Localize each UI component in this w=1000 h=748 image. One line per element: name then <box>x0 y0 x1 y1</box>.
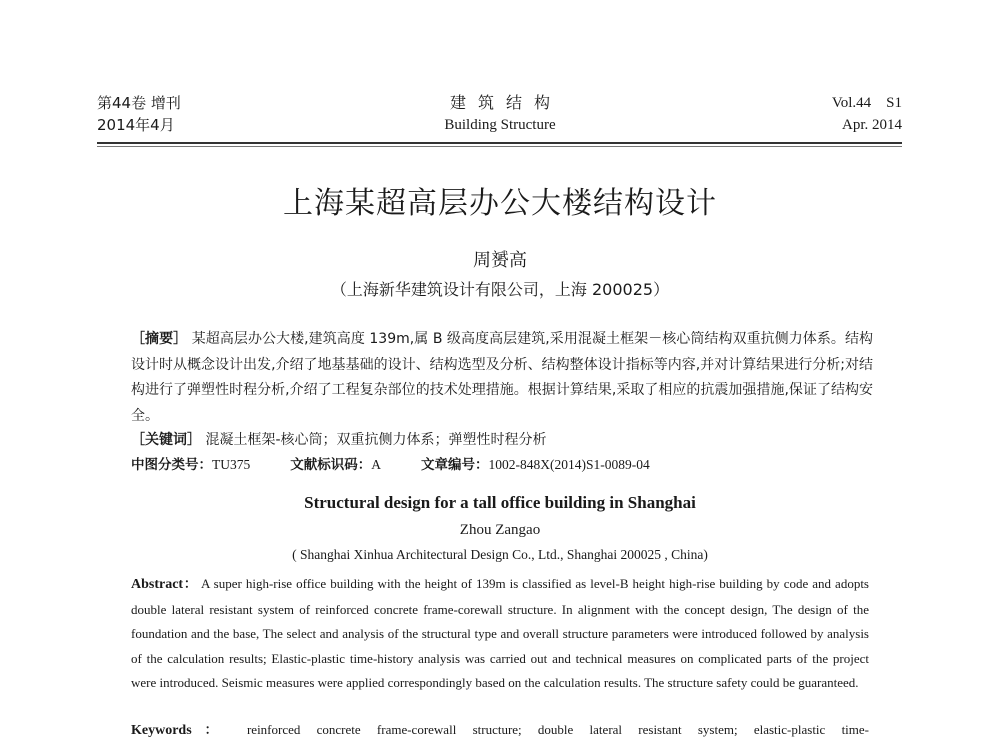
journal-name-en: Building Structure <box>444 117 556 133</box>
article-no-label: 文章编号： <box>421 457 489 473</box>
doc-code-label: 文献标识码： <box>290 457 372 473</box>
abstract-cn-text: 某超高层办公大楼,建筑高度 139m,属 B 级高度高层建筑,采用混凝土框架－核心筒结构双重抗侧力体系。结构设计时从概念设计出发,介绍了地基基础的设计、结构选型及分析、结构整体设计指标等内容,并对计算结果进行分析;对结构进行了弹塑性时程分析,介绍了工程复杂部位的技术处理措施。根据计算结果,采取了相应的抗震加强措施,保证了结构安全。 <box>131 331 874 424</box>
article-no-value: 1002-848X(2014)S1-0089-04 <box>488 457 650 472</box>
abstract-cn-label: ［摘要］ <box>131 331 188 347</box>
header-rule-thick <box>97 142 902 144</box>
keywords-cn-text: 混凝土框架-核心筒；双重抗侧力体系；弹塑性时程分析 <box>205 432 547 448</box>
abstract-en-label: Abstract <box>131 577 184 592</box>
affiliation-en: ( Shanghai Xinhua Architectural Design Co., Ltd., Shanghai 200025 , China) <box>292 547 708 562</box>
keywords-en-label: Keywords <box>131 723 192 738</box>
header-rule-thin <box>97 146 902 147</box>
author-en: Zhou Zangao <box>459 522 541 538</box>
classification-line <box>131 454 650 476</box>
keywords-en: Keywords： reinforced concrete frame-corewall structure; double lateral resistant system; elastic-plastic time- <box>131 722 870 738</box>
author-cn: 周赟高 <box>473 250 527 271</box>
clc-value: TU375 <box>212 457 251 472</box>
affiliation-cn: （上海新华建筑设计有限公司，上海 200025） <box>330 280 670 299</box>
date-cn: 2014年4月 <box>97 116 175 134</box>
abstract-en: Abstract： A super high-rise office building with the height of 139m is classified as level-B height high-rise building by code and adopts double lateral resistant system of reinforced concrete frame-corewall structure. In alignment with the concept design, The design of the foundation and the base, The select and analysis of the structural type and overall structure parameters were introduced followed by analysis of the calculation results; Elastic-plastic time-history analysis was carried out and technical measures on complicated parts of the project were introduced. Seismic measures were applied correspondingly based on the calculation results. The structure safety could be guaranteed. <box>131 576 869 690</box>
article-title-cn: 上海某超高层办公大楼结构设计 <box>283 186 717 221</box>
abstract-en-text: A super high-rise office building with the height of 139m is classified as level-B height high-rise building by code and adopts double lateral resistant system of reinforced concrete frame-corewall structure. In alignment with the concept design, The design of the foundation and the base, The select and analysis of the structural type and overall structure parameters were introduced followed by analysis of the calculation results; Elastic-plastic time-history analysis was carried out and technical measures on complicated parts of the project were introduced. Seismic measures were applied correspondingly based on the calculation results. The structure safety could be guaranteed. <box>131 576 869 690</box>
article-title-en: Structural design for a tall office building in Shanghai <box>304 493 696 512</box>
doc-code-value: A <box>371 457 381 472</box>
journal-name-cn: 建筑结构 <box>449 93 562 112</box>
abstract-cn <box>131 327 873 429</box>
keywords-cn-label: ［关键词］ <box>131 432 201 448</box>
clc-label: 中图分类号： <box>131 457 212 473</box>
volume-cn: 第44卷 增刊 <box>97 94 181 112</box>
keywords-cn <box>131 429 547 451</box>
date-en: Apr. 2014 <box>842 117 902 133</box>
keywords-en-text: reinforced concrete frame-corewall structure; double lateral resistant system; elastic-plastic time- <box>246 722 870 737</box>
volume-en: Vol.44 S1 <box>831 95 902 111</box>
journal-volume-en <box>832 92 902 136</box>
